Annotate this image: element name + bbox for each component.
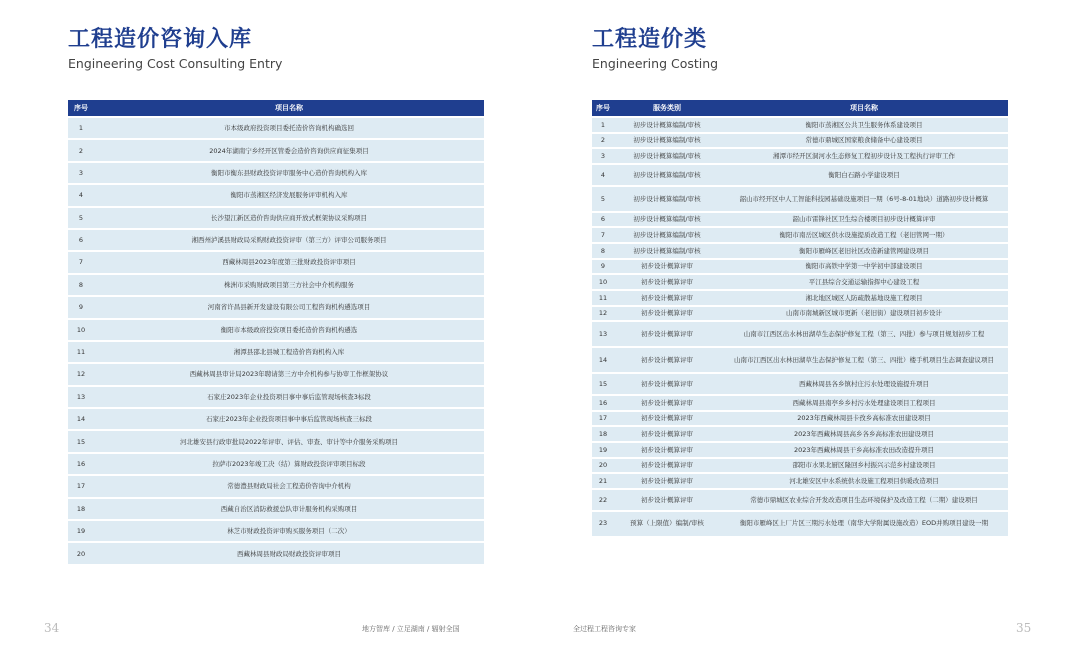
row-name: 2024年湖南宁乡经开区管委会造价咨询供应商征集项目 [94, 140, 484, 160]
table-row [592, 165, 1008, 185]
header-name: 项目名称 [94, 100, 484, 116]
row-name: 韶山市雷锋社区卫生综合楼项目初步设计概算评审 [720, 213, 1008, 227]
table-row [592, 213, 1008, 227]
row-no: 4 [68, 185, 94, 205]
row-type: 初步设计概算评审 [614, 427, 720, 441]
row-no: 6 [592, 213, 614, 227]
table-row [68, 118, 484, 138]
table-row [592, 149, 1008, 163]
header-no: 序号 [592, 100, 614, 116]
row-type: 初步设计概算评审 [614, 412, 720, 426]
row-name: 衡阳市高铁中学第一中学初中部建设项目 [720, 260, 1008, 274]
row-type: 初步设计概算评审 [614, 374, 720, 394]
table-row [68, 499, 484, 519]
row-type: 初步设计概算编制/审核 [614, 228, 720, 242]
table-row [592, 291, 1008, 305]
row-name: 湘潭市经开区洞河水生态修复工程初步设计及工程执行评审工作 [720, 149, 1008, 163]
row-no: 18 [592, 427, 614, 441]
row-name: 2023年西藏林周县高乡各乡高标准农田建设项目 [720, 427, 1008, 441]
row-name: 河北雄安区中水系统供水设施工程项目供暖改造项目 [720, 474, 1008, 488]
row-name: 市本级政府投资项目委托造价咨询机构确选回 [94, 118, 484, 138]
row-type: 初步设计概算编制/审核 [614, 165, 720, 185]
row-no: 14 [592, 348, 614, 372]
row-type: 初步设计概算评审 [614, 307, 720, 321]
row-name: 林芝市财政投资评审购买服务项目（二次） [94, 521, 484, 541]
row-type: 初步设计概算编制/审核 [614, 134, 720, 148]
row-no: 13 [592, 322, 614, 346]
row-no: 17 [592, 412, 614, 426]
row-name: 西藏林周县各乡镇村庄污水处理设施提升项目 [720, 374, 1008, 394]
row-type: 初步设计概算评审 [614, 260, 720, 274]
row-no: 20 [592, 459, 614, 473]
row-type: 初步设计概算评审 [614, 275, 720, 289]
row-name: 石家庄2023年企业投资项目事中事后监管现场核查3标段 [94, 387, 484, 407]
header-type: 服务类别 [614, 100, 720, 116]
row-name: 湘潭县邵北县城工程造价咨询机构入库 [94, 342, 484, 362]
row-name: 拉萨市2023年竣工决（结）算财政投资评审项目标段 [94, 454, 484, 474]
row-name: 常德市鼎城区国家粮食储备中心建设项目 [720, 134, 1008, 148]
row-no: 23 [592, 512, 614, 536]
row-type: 初步设计概算编制/审核 [614, 149, 720, 163]
row-name: 衡阳市本级政府投资项目委托造价咨询机构遴选 [94, 320, 484, 340]
row-no: 2 [592, 134, 614, 148]
table-row [592, 490, 1008, 510]
left-page-subtitle: Engineering Cost Consulting Entry [68, 56, 283, 71]
row-type: 初步设计概算评审 [614, 291, 720, 305]
row-type: 初步设计概算编制/审核 [614, 187, 720, 211]
row-type: 初步设计概算编制/审核 [614, 244, 720, 258]
table-row [68, 230, 484, 250]
row-name: 平江县综合交通运输指挥中心建设工程 [720, 275, 1008, 289]
table-row [68, 476, 484, 496]
row-no: 9 [592, 260, 614, 274]
row-no: 17 [68, 476, 94, 496]
table-row [68, 431, 484, 451]
row-no: 18 [68, 499, 94, 519]
row-name: 山南市江西区出水林田湖草生态保护修复工程（第三、四批）楼手机项目生态调查建议项目 [720, 348, 1008, 372]
row-no: 15 [592, 374, 614, 394]
row-name: 衡阳市雁峰区老旧社区改造新建管网建设项目 [720, 244, 1008, 258]
engineering-costing-table [592, 98, 1008, 538]
row-no: 1 [68, 118, 94, 138]
row-name: 山南市南城新区城市更新（老旧街）建设项目初步设计 [720, 307, 1008, 321]
row-no: 7 [592, 228, 614, 242]
table-row [592, 374, 1008, 394]
table-row [68, 454, 484, 474]
row-name: 西藏林周县财政局财政投资评审项目 [94, 543, 484, 563]
row-no: 10 [68, 320, 94, 340]
row-type: 初步设计概算评审 [614, 396, 720, 410]
row-type: 初步设计概算评审 [614, 459, 720, 473]
table-row [592, 474, 1008, 488]
table-row [592, 244, 1008, 258]
row-type: 初步设计概算评审 [614, 474, 720, 488]
footer-right-slogan: 全过程工程咨询专家 [573, 625, 636, 633]
table-row [592, 348, 1008, 372]
table-header-row [592, 100, 1008, 116]
table-row [592, 412, 1008, 426]
row-name: 石家庄2023年企业投资项目事中事后监管现场核查三标段 [94, 409, 484, 429]
row-name: 常德市鼎城区农业综合开发改造项目生态环境保护及改造工程（二期）建设项目 [720, 490, 1008, 510]
row-type: 初步设计概算编制/审核 [614, 118, 720, 132]
row-name: 衡阳市衡东县财政投资评审服务中心造价咨询机构入库 [94, 163, 484, 183]
row-name: 湘北地区城区人防疏散基地设施工程项目 [720, 291, 1008, 305]
table-row [592, 459, 1008, 473]
right-page-subtitle: Engineering Costing [592, 56, 719, 71]
row-no: 8 [592, 244, 614, 258]
table-row [592, 134, 1008, 148]
row-no: 6 [68, 230, 94, 250]
table-row [68, 275, 484, 295]
row-name: 河南省许昌县新开发建设有限公司工程咨询机构遴选项目 [94, 297, 484, 317]
row-name: 2023年西藏林周县卡孜乡高标准农田建设项目 [720, 412, 1008, 426]
row-no: 16 [68, 454, 94, 474]
row-type: 初步设计概算评审 [614, 322, 720, 346]
row-name: 衡阳市蒸湘区公共卫生服务体系建设项目 [720, 118, 1008, 132]
left-page-number: 34 [44, 621, 60, 635]
table-row [68, 409, 484, 429]
table-row [592, 512, 1008, 536]
row-no: 2 [68, 140, 94, 160]
row-name: 西藏林周县2023年度第三批财政投资评审项目 [94, 252, 484, 272]
row-name: 山南市江西区出水林田湖草生态保护修复工程（第三、四批）参与项目规划初步工程 [720, 322, 1008, 346]
row-type: 初步设计概算评审 [614, 490, 720, 510]
row-no: 22 [592, 490, 614, 510]
table-header-row [68, 100, 484, 116]
row-name: 常德澧县财政局社会工程造价咨询中介机构 [94, 476, 484, 496]
consulting-entry-table [68, 98, 484, 566]
table-row [68, 320, 484, 340]
row-no: 12 [592, 307, 614, 321]
table-row [68, 342, 484, 362]
table-row [68, 185, 484, 205]
right-page-title: 工程造价类 [592, 27, 708, 52]
row-name: 衡阳白石路小学建设项目 [720, 165, 1008, 185]
row-no: 19 [592, 443, 614, 457]
row-no: 11 [68, 342, 94, 362]
row-name: 韶山市经开区中人工智能科技园基础设施项目一期（6号-8-01地块）道路初步设计概算 [720, 187, 1008, 211]
table-row [68, 387, 484, 407]
row-name: 河北雄安县行政审批局2022年评审、评估、审查、审计等中介服务采购项目 [94, 431, 484, 451]
table-row [68, 140, 484, 160]
row-no: 3 [68, 163, 94, 183]
row-name: 衡阳市南岳区城区供水设施提质改造工程（老旧管网一期） [720, 228, 1008, 242]
table-row [592, 260, 1008, 274]
footer-left-slogan: 地方智库 / 立足湖南 / 辐射全国 [362, 625, 460, 633]
table-row [68, 543, 484, 563]
table-row [592, 275, 1008, 289]
row-name: 2023年西藏林周县干乡高标准农田改造提升项目 [720, 443, 1008, 457]
row-name: 衡阳市蒸湘区经济发展服务评审机构入库 [94, 185, 484, 205]
row-type: 预算（上限值）编制/审核 [614, 512, 720, 536]
table-row [68, 297, 484, 317]
row-name: 邵阳市水果北厨区隆回乡村振兴示范乡村建设项目 [720, 459, 1008, 473]
row-no: 21 [592, 474, 614, 488]
row-no: 19 [68, 521, 94, 541]
row-type: 初步设计概算编制/审核 [614, 213, 720, 227]
table-row [592, 187, 1008, 211]
row-type: 初步设计概算评审 [614, 348, 720, 372]
row-no: 9 [68, 297, 94, 317]
row-no: 3 [592, 149, 614, 163]
row-type: 初步设计概算评审 [614, 443, 720, 457]
row-no: 5 [68, 208, 94, 228]
row-name: 衡阳市雁峰区上厂片区三期污水处理（南华大学附属设施改造）EOD并购项目建设一期 [720, 512, 1008, 536]
table-row [592, 427, 1008, 441]
row-no: 13 [68, 387, 94, 407]
row-name: 西藏林周县南亭乡乡村污水处理建设项目工程项目 [720, 396, 1008, 410]
row-name: 长沙望江新区造价咨询供应商开放式框架协议采购项目 [94, 208, 484, 228]
row-no: 15 [68, 431, 94, 451]
row-name: 西藏林周县审计局2023年聘请第三方中介机构参与协审工作框架协议 [94, 364, 484, 384]
row-name: 株洲市采购财政项目第三方社会中介机构服务 [94, 275, 484, 295]
table-row [592, 396, 1008, 410]
row-no: 4 [592, 165, 614, 185]
header-no: 序号 [68, 100, 94, 116]
table-row [68, 364, 484, 384]
row-no: 10 [592, 275, 614, 289]
row-no: 16 [592, 396, 614, 410]
row-name: 湘西州泸溪县财政局采购财政投资评审（第三方）评审公司服务项目 [94, 230, 484, 250]
table-row [68, 252, 484, 272]
table-row [592, 322, 1008, 346]
table-row [68, 208, 484, 228]
row-no: 8 [68, 275, 94, 295]
row-no: 7 [68, 252, 94, 272]
right-page-number: 35 [1016, 621, 1032, 635]
row-no: 1 [592, 118, 614, 132]
table-row [592, 307, 1008, 321]
table-row [68, 521, 484, 541]
row-no: 20 [68, 543, 94, 563]
table-row [592, 228, 1008, 242]
table-row [68, 163, 484, 183]
header-name: 项目名称 [720, 100, 1008, 116]
table-row [592, 443, 1008, 457]
left-page-title: 工程造价咨询入库 [68, 27, 253, 52]
table-row [592, 118, 1008, 132]
row-name: 西藏自治区消防救援总队审计服务机构采购项目 [94, 499, 484, 519]
row-no: 5 [592, 187, 614, 211]
row-no: 12 [68, 364, 94, 384]
row-no: 11 [592, 291, 614, 305]
row-no: 14 [68, 409, 94, 429]
